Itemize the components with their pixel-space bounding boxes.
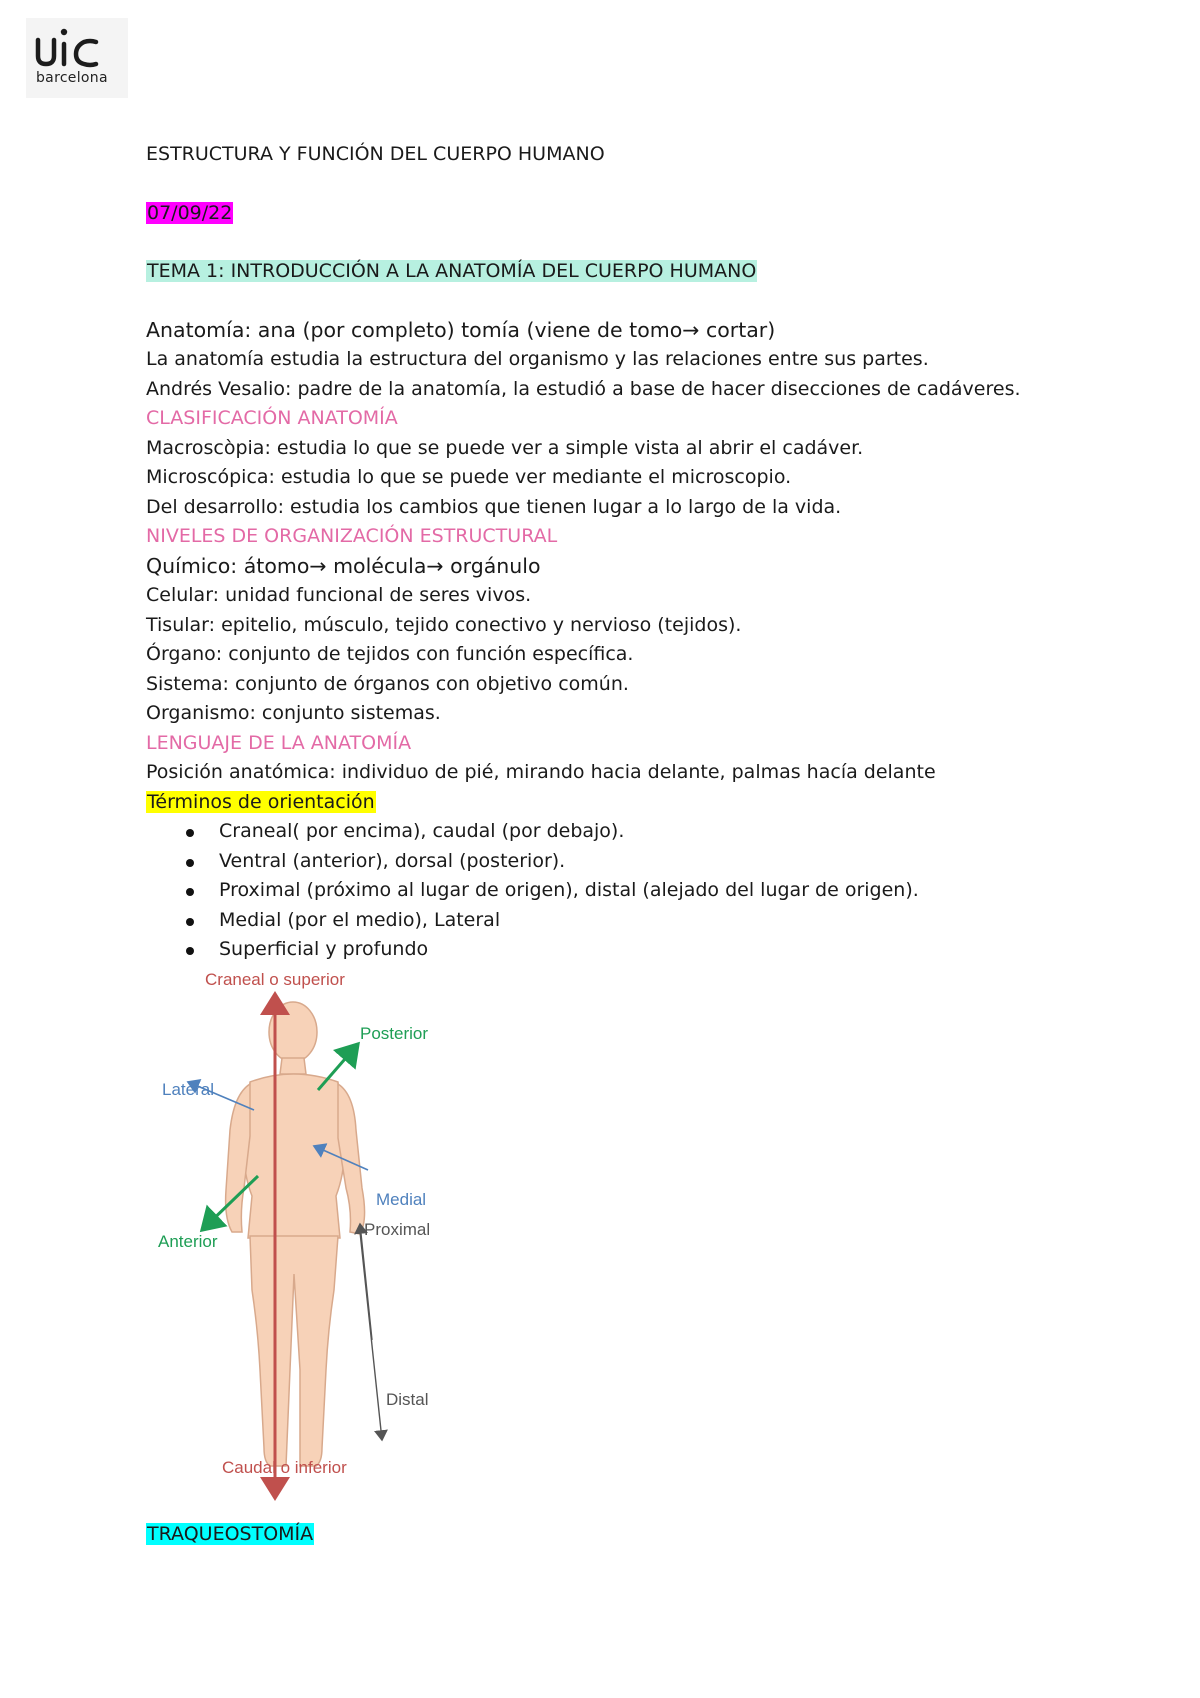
document-title: ESTRUCTURA Y FUNCIÓN DEL CUERPO HUMANO [146, 143, 605, 165]
intro-line: Andrés Vesalio: padre de la anatomía, la estudió a base de hacer disecciones de cadáveres. [146, 377, 1021, 400]
list-item-text: Superficial y profundo [219, 938, 429, 960]
label-proximal: Proximal [364, 1220, 431, 1239]
bullet-icon [186, 918, 194, 926]
orientation-terms-list [146, 817, 1146, 965]
footer-section [146, 1520, 314, 1550]
level-line: Organismo: conjunto sistemas. [146, 702, 441, 724]
label-anterior: Anterior [158, 1232, 218, 1251]
level-line: Órgano: conjunto de tejidos con función específica. [146, 643, 634, 665]
intro-line: Anatomía: ana (por completo) tomía (viene de tomo→ cortar) [146, 317, 776, 342]
classification-line: Microscópica: estudia lo que se puede ver mediante el microscopio. [146, 466, 792, 488]
bullet-icon [186, 888, 194, 896]
intro-line: La anatomía estudia la estructura del organismo y las relaciones entre sus partes. [146, 348, 929, 370]
list-item-text: Medial (por el medio), Lateral [219, 908, 501, 931]
level-line: Químico: átomo→ molécula→ orgánulo [146, 553, 541, 578]
list-item [146, 906, 1146, 936]
label-lateral: Lateral [162, 1080, 214, 1099]
human-body-silhouette [226, 1002, 365, 1466]
level-line: Tisular: epitelio, músculo, tejido conectivo y nervioso (tejidos). [146, 613, 742, 636]
orientation-terms-heading [146, 788, 1146, 818]
label-posterior: Posterior [360, 1024, 429, 1043]
label-medial: Medial [376, 1190, 427, 1209]
logo-subtitle: barcelona [36, 70, 108, 86]
label-craneal: Craneal o superior [205, 970, 345, 989]
classification-line: Macroscòpia: estudia lo que se puede ver a simple vista al abrir el cadáver. [146, 436, 864, 459]
section-heading-language: LENGUAJE DE LA ANATOMÍA [146, 731, 412, 754]
topic-heading [146, 257, 1146, 287]
level-line: Sistema: conjunto de órganos con objetivo común. [146, 672, 629, 695]
lecture-date [146, 199, 1146, 229]
document-body [146, 140, 1146, 965]
list-item [146, 876, 1146, 906]
label-distal: Distal [386, 1390, 429, 1409]
list-item [146, 817, 1146, 847]
list-item-text: Craneal( por encima), caudal (por debajo). [219, 820, 625, 842]
bullet-icon [186, 947, 194, 955]
bullet-icon [186, 829, 194, 837]
uic-logo-mark [34, 24, 120, 70]
anatomical-position-line: Posición anatómica: individuo de pié, mirando hacia delante, palmas hacía delante [146, 761, 936, 783]
list-item [146, 847, 1146, 877]
level-line: Celular: unidad funcional de seres vivos. [146, 584, 532, 606]
list-item [146, 935, 1146, 965]
classification-line: Del desarrollo: estudia los cambios que tienen lugar a lo largo de la vida. [146, 495, 842, 518]
section-heading-classification: CLASIFICACIÓN ANATOMÍA [146, 407, 398, 429]
anatomical-directions-figure [150, 970, 450, 1510]
date-highlight: 07/09/22 [147, 201, 233, 224]
list-item-text: Ventral (anterior), dorsal (posterior). [219, 849, 566, 872]
terms-highlight: Términos de orientación [147, 790, 375, 813]
topic-highlight: TEMA 1: INTRODUCCIÓN A LA ANATOMÍA DEL CUERPO HUMANO [147, 260, 757, 282]
bullet-icon [186, 859, 194, 867]
uic-logo [26, 18, 128, 98]
section-heading-levels: NIVELES DE ORGANIZACIÓN ESTRUCTURAL [146, 525, 558, 547]
label-caudal: Caudal o inferior [222, 1458, 347, 1477]
traqueostomia-heading: TRAQUEOSTOMÍA [147, 1523, 314, 1545]
list-item-text: Proximal (próximo al lugar de origen), distal (alejado del lugar de origen). [219, 879, 919, 901]
